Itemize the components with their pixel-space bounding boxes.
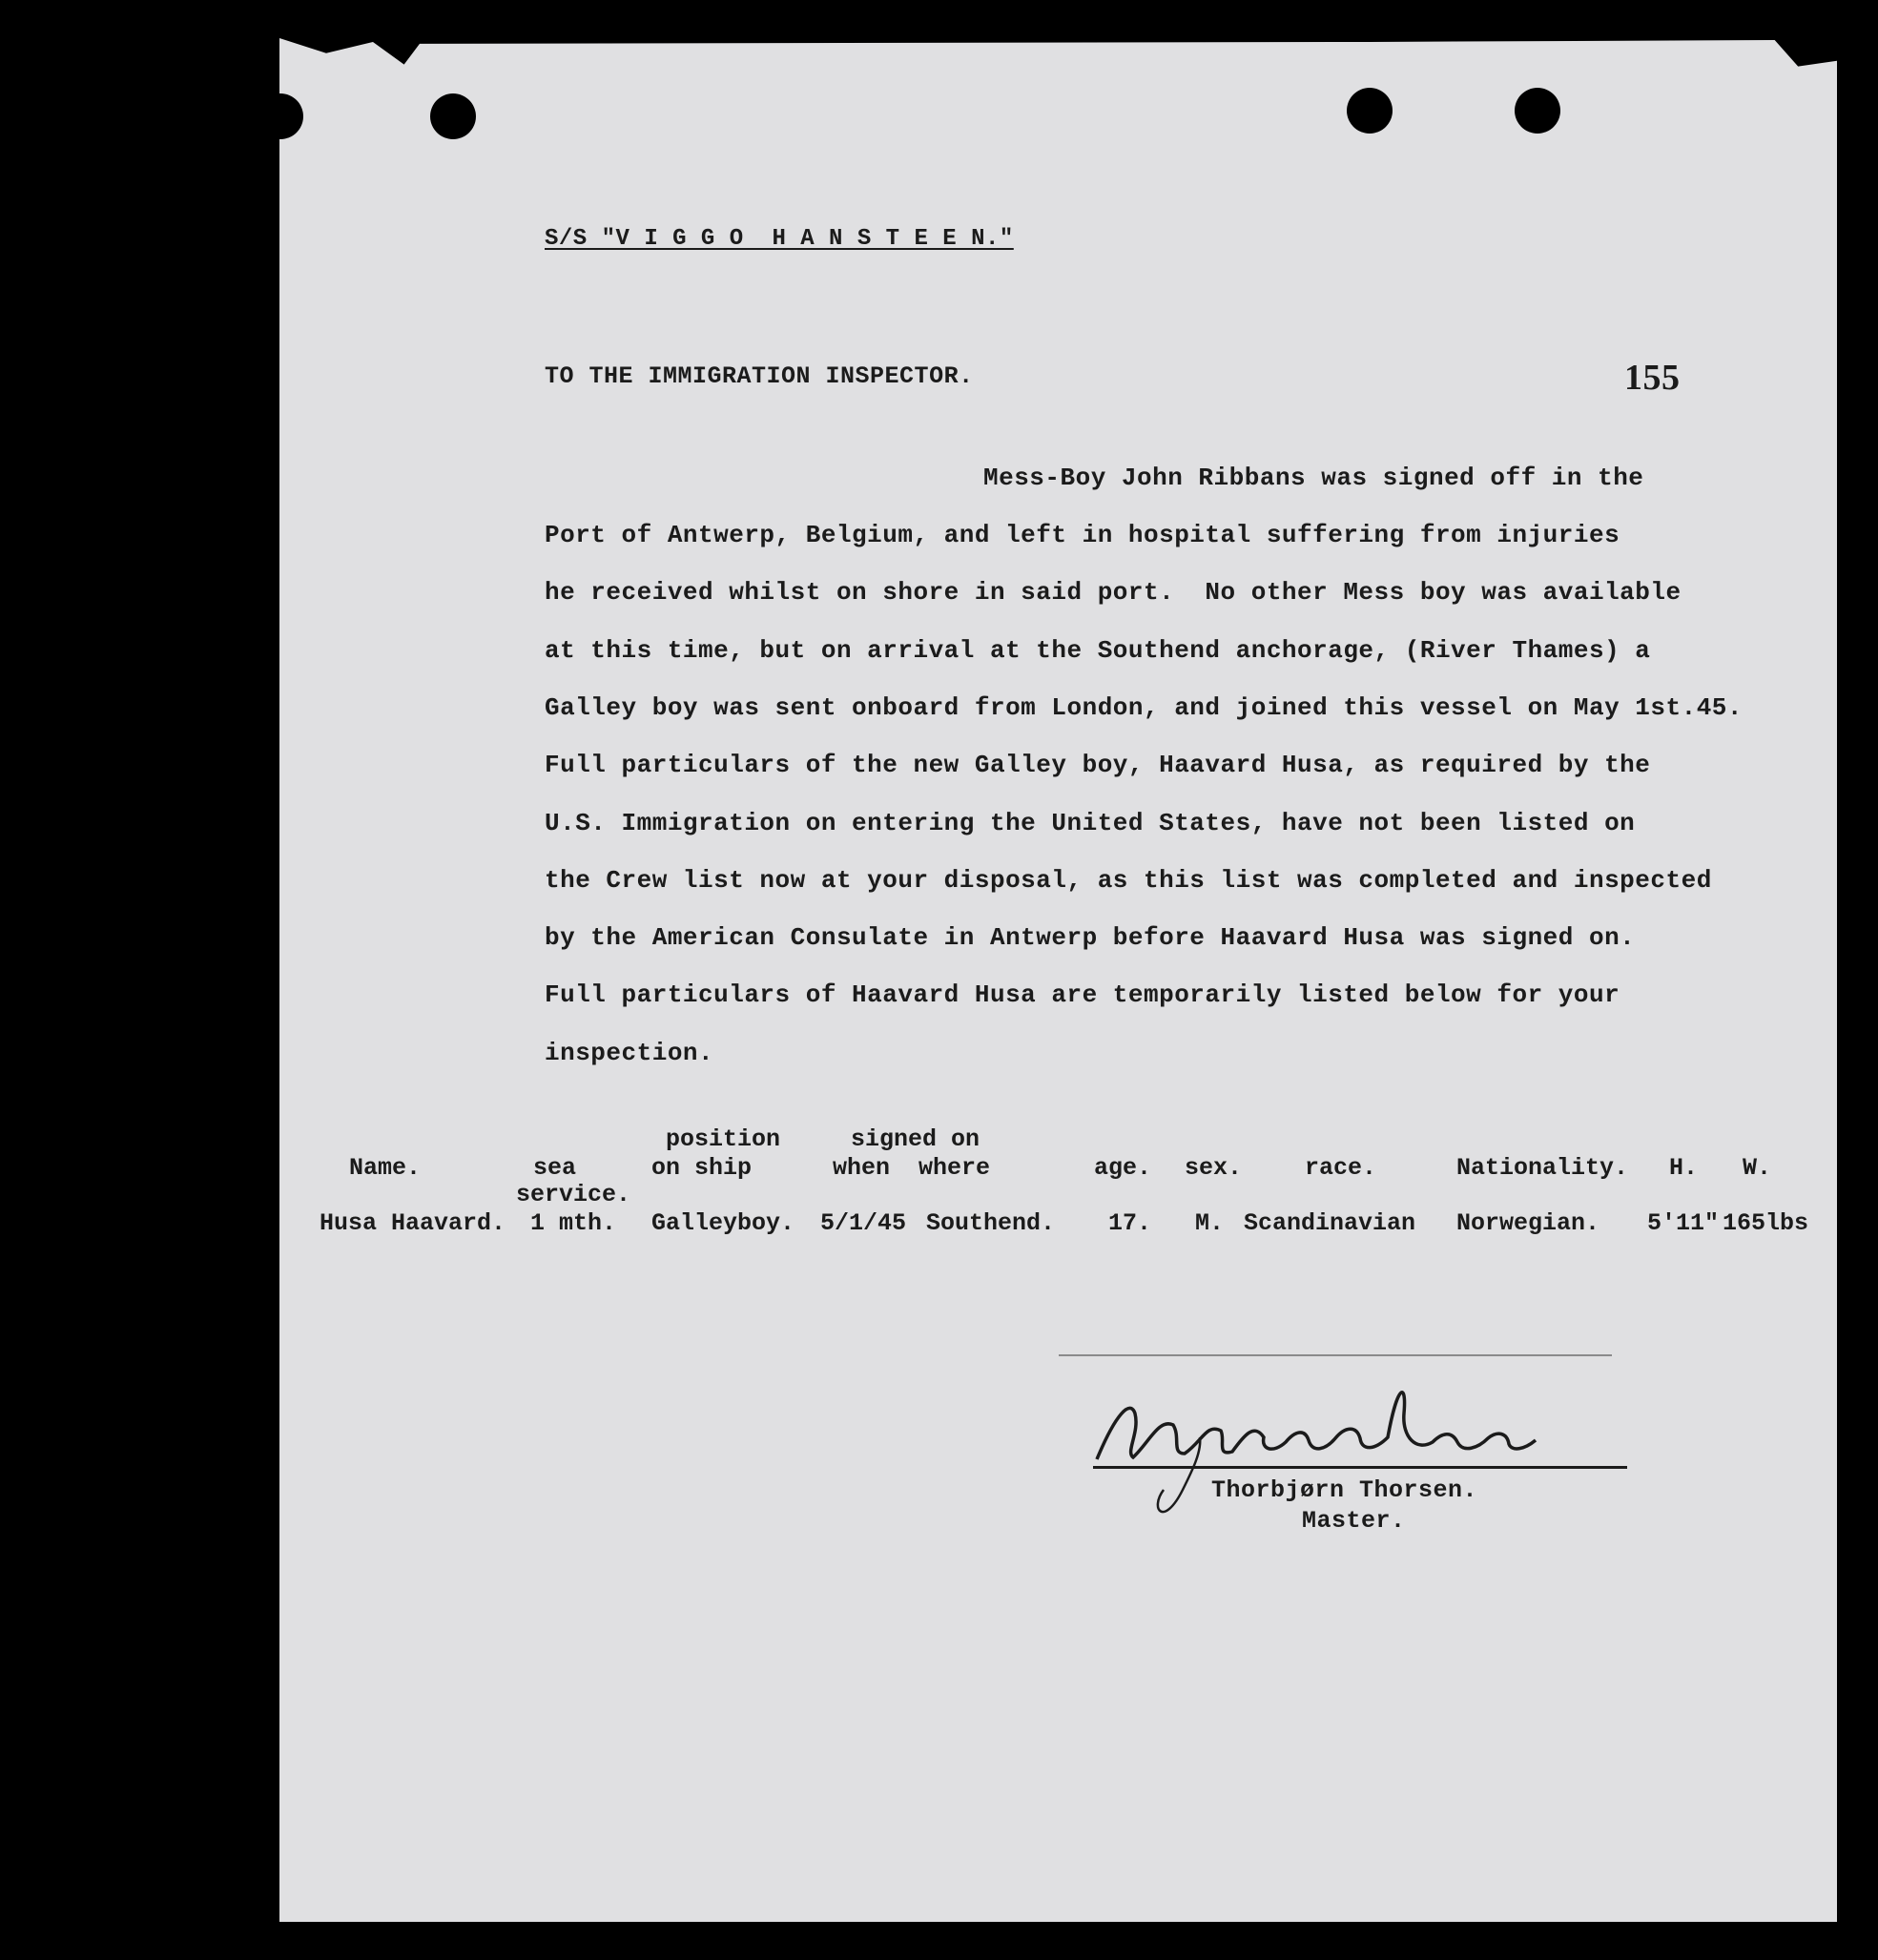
page-number: 155	[1624, 358, 1681, 398]
cell-where: Southend.	[926, 1209, 1056, 1237]
cell-position: Galleyboy.	[651, 1209, 795, 1237]
cell-sex: M.	[1195, 1209, 1225, 1237]
header-race: race.	[1305, 1154, 1377, 1182]
ship-title: S/S "V I G G O H A N S T E E N."	[545, 226, 1014, 252]
body-line: Mess-Boy John Ribbans was signed off in the	[983, 464, 1644, 492]
cell-age: 17.	[1108, 1209, 1152, 1237]
body-line: by the American Consulate in Antwerp before Haavard Husa was signed on.	[545, 923, 1636, 952]
cell-race: Scandinavian	[1244, 1209, 1416, 1237]
header-sex: sex.	[1185, 1154, 1243, 1182]
header-weight: W.	[1743, 1154, 1772, 1182]
punch-hole	[1515, 88, 1560, 134]
body-line: the Crew list now at your disposal, as this list was completed and inspected	[545, 866, 1712, 895]
header-position-top: position	[666, 1125, 781, 1153]
signer-title: Master.	[1302, 1507, 1406, 1535]
addressee: TO THE IMMIGRATION INSPECTOR.	[545, 362, 974, 390]
cell-height: 5'11"	[1647, 1209, 1720, 1237]
header-height: H.	[1669, 1154, 1699, 1182]
cell-name: Husa Haavard.	[320, 1209, 506, 1237]
punch-hole	[1347, 88, 1393, 134]
body-line: U.S. Immigration on entering the United States, have not been listed on	[545, 809, 1636, 837]
cell-sea-service: 1 mth.	[530, 1209, 617, 1237]
body-line: Full particulars of the new Galley boy, Haavard Husa, as required by the	[545, 751, 1651, 779]
header-signed-on-top: signed on	[851, 1125, 980, 1153]
header-sea: sea	[533, 1154, 577, 1182]
punch-hole	[258, 93, 303, 139]
body-line: Full particulars of Haavard Husa are temporarily listed below for your	[545, 980, 1620, 1009]
signer-name: Thorbjørn Thorsen.	[1211, 1476, 1478, 1504]
body-line: Port of Antwerp, Belgium, and left in hospital suffering from injuries	[545, 521, 1620, 549]
punch-hole	[430, 93, 476, 139]
header-service: service.	[516, 1181, 631, 1208]
signature-line	[1093, 1466, 1627, 1469]
cell-nationality: Norwegian.	[1456, 1209, 1600, 1237]
header-when-where: when where	[833, 1154, 991, 1182]
header-nationality: Nationality.	[1456, 1154, 1629, 1182]
body-line: Galley boy was sent onboard from London, and joined this vessel on May 1st.45.	[545, 693, 1743, 722]
header-age: age.	[1094, 1154, 1152, 1182]
header-name: Name.	[349, 1154, 422, 1182]
header-on-ship: on ship	[651, 1154, 753, 1182]
cell-weight: 165lbs	[1723, 1209, 1809, 1237]
body-line: at this time, but on arrival at the Southend anchorage, (River Thames) a	[545, 636, 1651, 665]
body-line: he received whilst on shore in said port. No other Mess boy was available	[545, 578, 1682, 607]
body-line: inspection.	[545, 1039, 714, 1067]
cell-when: 5/1/45	[820, 1209, 907, 1237]
